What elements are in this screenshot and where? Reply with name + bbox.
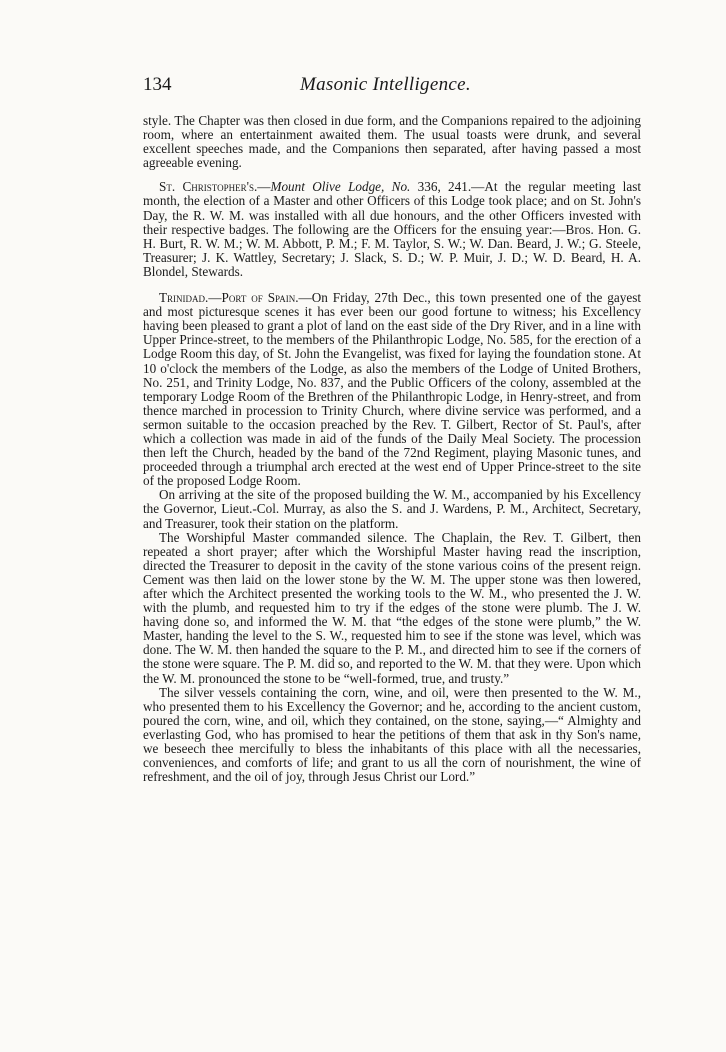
paragraph-arrival: On arriving at the site of the proposed building the W. M., accompanied by his Excellency the Governor, Lieut.-Col. Murray, as also the S. and J. Wardens, P. M., Architect, Secretary, and Treasurer, took their station on the platform. [143,487,641,531]
section-lead-st-christophers: St. Christopher's. [159,179,258,195]
page-header [143,74,641,104]
lodge-name-mount-olive: Mount Olive Lodge, No. [270,179,411,195]
paragraph-trinidad-body: —On Friday, 27th Dec., this town presented one of the gayest and most picturesque scenes it has ever been our good fortune to witness; his Excellency having been pleased to grant a plot of land on the east side of the Dry River, and in a line with Upper Prince-street, to the members of the Philanthropic Lodge, No. 585, for the erection of a Lodge Room this day, of St. John the Evangelist, was fixed for laying the foundation stone. At 10 o'clock the members of the Lodge, as also the members of the Lodge of United Brothers, No. 251, and Trinity Lodge, No. 837, and the Public Officers of the colony, assembled at the temporary Lodge Room of the Brethren of the Philanthropic Lodge, in Henry-street, and from thence marched in procession to Trinity Church, where divine service was performed, and a sermon suitable to the occasion preached by the Rev. T. Gilbert, Rector of St. Paul's, after which a collection was made in aid of the funds of the Daily Meal Society. The procession then left the Church, headed by the band of the 72nd Regiment, playing Masonic tunes, and proceeded through a triumphal arch erected at the west end of Upper Prince-street to the site of the proposed Lodge Room. [143,290,641,489]
paragraph-prayer: The silver vessels containing the corn, wine, and oil, were then presented to the W. M., who presented them to his Excellency the Governor; and he, according to the ancient custom, poured the corn, wine, and oil, which they contained, on the stone, saying,—“ Almighty and everlasting God, who has promised to hear the petitions of them that ask in thy Son's name, we beseech thee mercifully to bless the inhabitants of this place with all the necessaries, conveniences, and comforts of life; and grant to us all the corn of nourishment, the wine of refreshment, and the oil of joy, through Jesus Christ our Lord.” [143,684,641,785]
paragraph-ceremony: The Worshipful Master commanded silence. The Chaplain, the Rev. T. Gilbert, then repeated a short prayer; after which the Worshipful Master having read the inscription, directed the Treasurer to deposit in the cavity of the stone various coins of the present reign. Cement was then laid on the lower stone by the W. M. The upper stone was then lowered, after which the Architect presented the working tools to the W. M., who presented the J. W. with the plumb, and requested him to try if the edges of the stone were plumb. The J. W. having done so, and informed the W. M. that “the edges of the stone were plumb,” the W. Master, handing the level to the S. W., requested him to see if the stone was level, which was done. The W. M. then handed the square to the P. M., and directed him to see if the corners of the stone were square. The P. M. did so, and reported to the W. M. that they were. Upon which the W. M. pronounced the stone to be “well-formed, true, and trusty.” [143,529,641,686]
page-number: 134 [143,74,172,95]
paragraph-trinidad [143,291,641,488]
section-lead-trinidad: Trinidad.—Port of Spain. [159,290,299,306]
dash: — [257,179,271,195]
paragraph-st-christophers [143,180,641,279]
paragraph-st-christophers-body: 336, 241.—At the regular meeting last month, the election of a Master and other Officers of this Lodge took place; and on St. John's Day, the R. W. M. was installed with all due honours, and the other Officers invested with their respective badges. The following are the Officers for the ensuing year:—Bros. Hon. G. H. Burt, R. W. M.; W. M. Abbott, P. M.; F. M. Taylor, S. W.; W. Dan. Beard, J. W.; G. Steele, Treasurer; J. K. Wattley, Secretary; J. Slack, S. D.; W. P. Muir, J. D.; W. D. Beard, H. A. Blondel, Stewards. [143,179,641,279]
running-title: Masonic Intelligence. [300,74,471,95]
paragraph-chapter-close: style. The Chapter was then closed in due form, and the Companions repaired to the adjoining room, where an entertainment awaited them. The usual toasts were drunk, and several excellent speeches made, and the Companions then separated, after having passed a most agreeable evening. [143,113,641,171]
